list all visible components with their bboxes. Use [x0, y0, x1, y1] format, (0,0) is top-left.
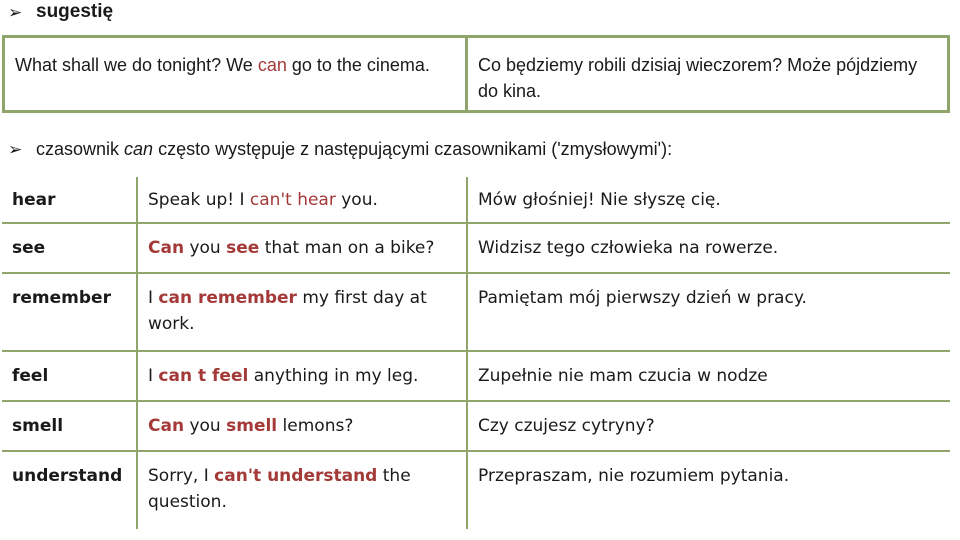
example-cell — [137, 177, 467, 223]
verb-cell: see — [2, 223, 137, 273]
arrow-bullet-icon: ➢ — [8, 2, 23, 22]
example-text: lemons? — [277, 416, 354, 436]
verb-cell: hear — [2, 177, 137, 223]
example-cell — [137, 351, 467, 401]
translation-cell: Czy czujesz cytryny? — [467, 401, 950, 451]
translation-cell: Przepraszam, nie rozumiem pytania. — [467, 451, 950, 529]
example-cell — [137, 401, 467, 451]
example-highlight: smell — [226, 416, 278, 436]
can-highlight: can — [257, 55, 287, 75]
bullet-suggestion — [8, 1, 113, 23]
suggestion-english: What shall we do tonight? We can go to the cinema. — [4, 37, 467, 112]
example-cell — [137, 223, 467, 273]
example-highlight: can t feel — [158, 366, 249, 386]
verb-cell: understand — [2, 451, 137, 529]
example-text: my first day at work. — [148, 288, 427, 334]
translation-cell: Zupełnie nie mam czucia w nodze — [467, 351, 950, 401]
example-text: anything in my leg. — [248, 366, 419, 386]
suggestion-table — [2, 35, 950, 113]
table-row — [2, 177, 950, 223]
example-text: I — [148, 366, 159, 386]
bullet-suggestion-label: sugestię — [36, 1, 114, 22]
example-highlight: can remember — [158, 288, 297, 308]
table-row — [2, 223, 950, 273]
example-highlight: see — [226, 238, 260, 258]
verbs-table — [2, 177, 950, 529]
verb-cell: remember — [2, 273, 137, 351]
verb-cell: smell — [2, 401, 137, 451]
table-row — [2, 351, 950, 401]
example-text: you — [184, 416, 227, 436]
example-text: you. — [335, 190, 378, 210]
example-cell — [137, 273, 467, 351]
translation-cell: Pamiętam mój pierwszy dzień w pracy. — [467, 273, 950, 351]
translation-cell: Widzisz tego człowieka na rowerze. — [467, 223, 950, 273]
example-highlight: Can — [148, 238, 185, 258]
example-highlight: Can — [148, 416, 185, 436]
bullet-verbs-text: czasownik can często występuje z następującymi czasownikami ('zmysłowymi'): — [36, 139, 673, 159]
example-highlight: can't hear — [249, 190, 336, 210]
table-row — [2, 401, 950, 451]
example-text: Speak up! I — [148, 190, 250, 210]
example-cell — [137, 451, 467, 529]
example-text: the question. — [148, 466, 411, 512]
verb-cell: feel — [2, 351, 137, 401]
example-text: Sorry, I — [148, 466, 215, 486]
table-row — [2, 273, 950, 351]
example-text: I — [148, 288, 159, 308]
translation-cell: Mów głośniej! Nie słyszę cię. — [467, 177, 950, 223]
example-highlight: can't understand — [214, 466, 378, 486]
bullet-verbs-note — [8, 139, 672, 160]
arrow-bullet-icon: ➢ — [8, 140, 23, 159]
table-row — [2, 451, 950, 529]
example-text: you — [184, 238, 227, 258]
suggestion-polish: Co będziemy robili dzisiaj wieczorem? Może pójdziemy do kina. — [467, 37, 949, 112]
example-text: that man on a bike? — [259, 238, 435, 258]
